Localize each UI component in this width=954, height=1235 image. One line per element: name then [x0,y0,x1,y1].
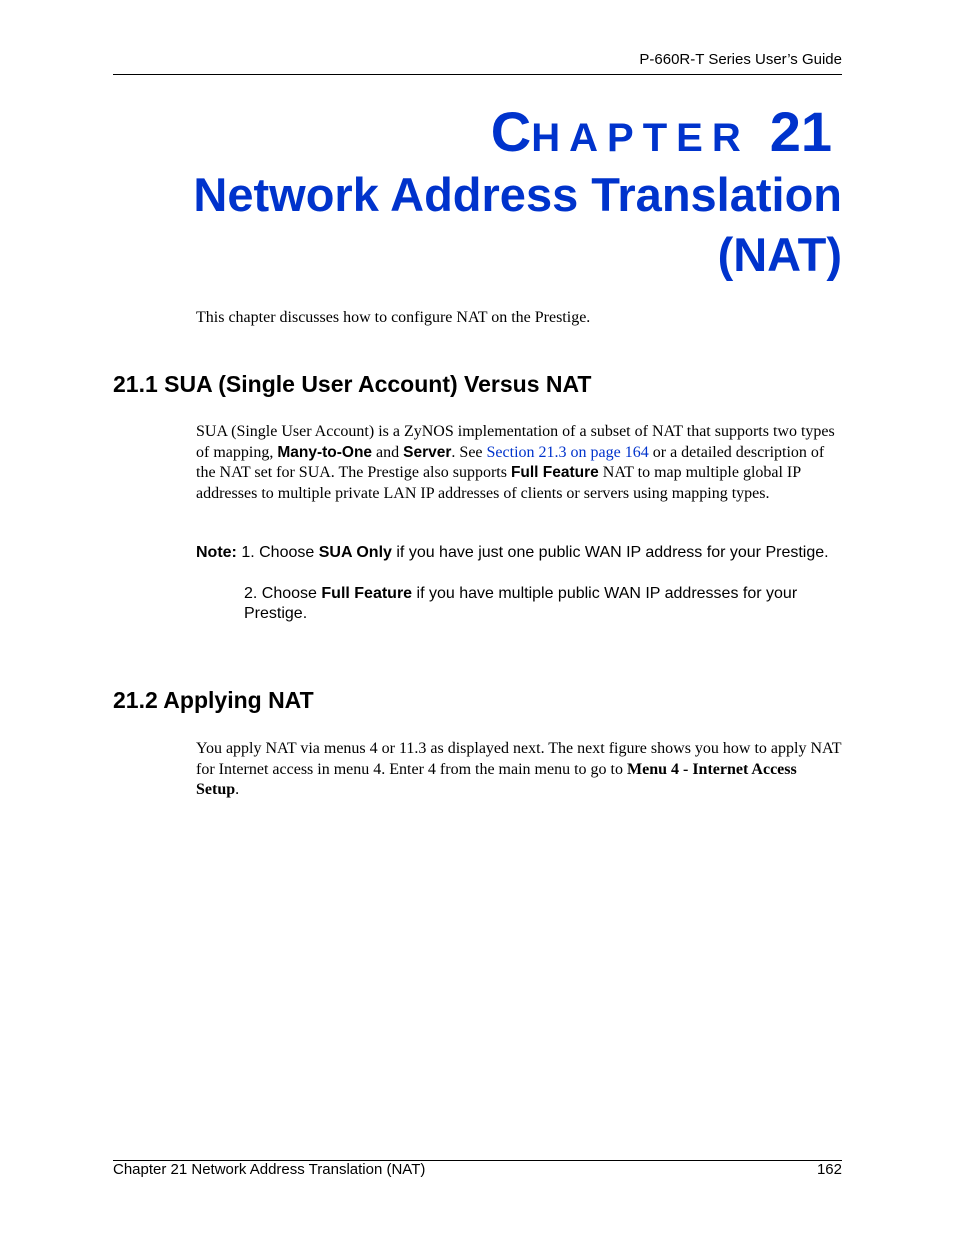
cross-reference-link[interactable]: Section 21.3 on page 164 [486,443,649,461]
bold-term: Full Feature [510,464,599,481]
chapter-title [142,165,842,285]
bold-term: Full Feature [321,584,413,602]
note-item-2 [196,584,842,625]
chapter-title-line2: (NAT) [717,228,842,281]
bold-term: Many-to-One [277,443,373,461]
text-run: NAT to map multiple global IP addresses to multiple private LAN IP addresses of clients or servers using mapping types. [196,464,801,502]
section1-paragraph [196,422,842,504]
text-run: 1. Choose [236,544,319,561]
text-run: and [372,443,404,461]
bold-term: SUA Only [318,544,392,561]
text-run: You apply NAT via menus 4 or 11.3 as displayed next. The next figure shows you how to apply NAT for Internet access in menu 4. Enter 4 from the main menu to go to [196,740,842,778]
running-header: P-660R-T Series User’s Guide [639,51,842,68]
note-item-1 [196,543,842,564]
section2-paragraph [196,739,842,801]
section-heading-21-2: 21.2 Applying NAT [113,687,314,713]
intro-paragraph: This chapter discusses how to configure NAT on the Prestige. [196,309,591,326]
text-run: if you have multiple public WAN IP addresses for your Prestige. [244,584,798,622]
text-run: 2. Choose [244,584,322,602]
header-divider [113,74,842,75]
chapter-label-initial: C [490,100,532,163]
chapter-number: 21 [769,100,832,163]
section-heading-21-1: 21.1 SUA (Single User Account) Versus NAT [113,371,592,397]
text-run: SUA (Single User Account) is a ZyNOS implementation of a subset of NAT that supports two types of mapping, [196,423,835,461]
text-run: or a detailed description of the NAT set for SUA. The Prestige also supports [196,443,825,481]
page-number: 162 [816,1161,842,1178]
text-run: . [235,781,240,798]
chapter-title-line1: Network Address Translation [193,168,842,221]
note-label: Note: [196,544,237,561]
bold-term: Menu 4 - Internet Access Setup [196,760,797,798]
text-run: . See [451,443,487,461]
note-block [196,543,842,625]
text-run: if you have just one public WAN IP address for your Prestige. [391,544,829,561]
chapter-label-rest: HAPTER [531,116,750,160]
bold-term: Server [403,443,452,461]
footer-chapter-title: Chapter 21 Network Address Translation (NAT) [113,1161,426,1178]
